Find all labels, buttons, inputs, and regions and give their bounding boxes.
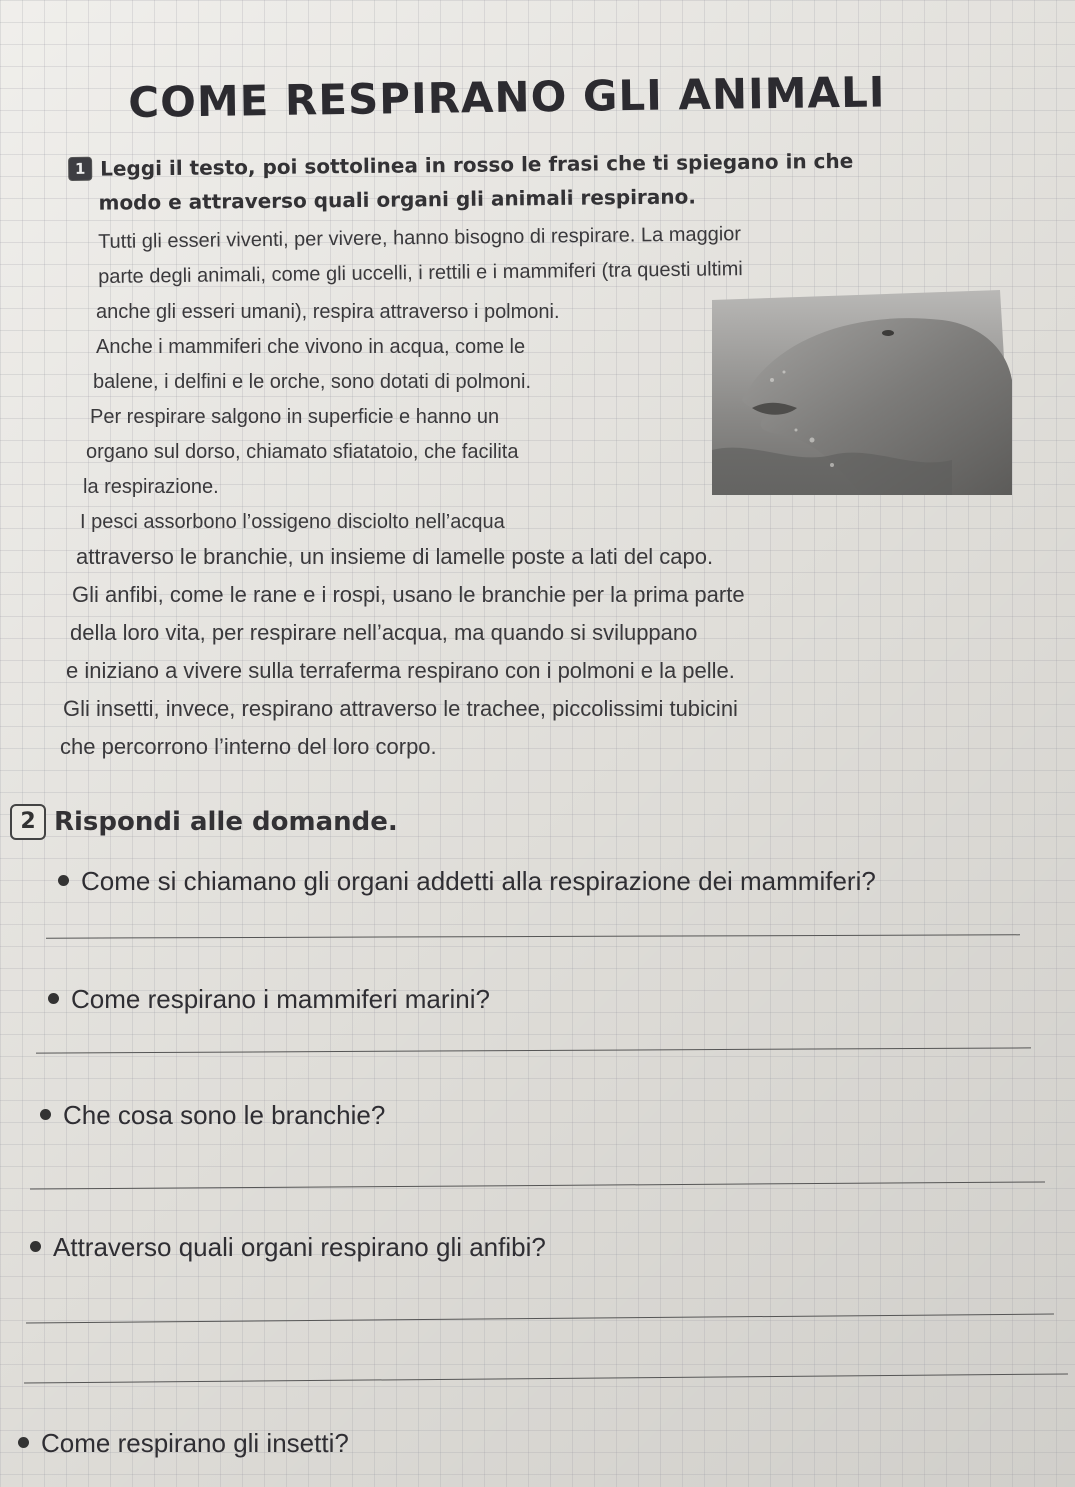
question-text: Come respirano gli insetti?	[41, 1428, 349, 1458]
exercise-2-instruction	[10, 804, 398, 840]
question-item	[58, 866, 876, 897]
text-line: Gli insetti, invece, respirano attraverso le trachee, piccolissimi tubicini	[63, 696, 738, 721]
text-line: parte degli animali, come gli uccelli, i rettili e i mammiferi (tra questi ultimi	[98, 258, 743, 288]
text-line: Gli anfibi, come le rane e i rospi, usano le branchie per la prima parte	[72, 582, 745, 607]
exercise-1-number: 1	[68, 157, 92, 181]
text-line: organo sul dorso, chiamato sfiatatoio, che facilita	[86, 441, 519, 463]
bullet-icon	[30, 1241, 41, 1252]
bullet-icon	[48, 993, 59, 1004]
question-text: Attraverso quali organi respirano gli anfibi?	[53, 1232, 546, 1262]
exercise-1-instruction-line-2: modo e attraverso quali organi gli animali respirano.	[98, 184, 697, 215]
bullet-icon	[40, 1109, 51, 1120]
text-line: I pesci assorbono l’ossigeno disciolto nell’acqua	[80, 511, 505, 533]
exercise-1-instruction	[68, 144, 854, 220]
text-line: Anche i mammiferi che vivono in acqua, come le	[96, 336, 526, 358]
bullet-icon	[58, 875, 69, 886]
question-item	[48, 984, 490, 1015]
text-line: balene, i delfini e le orche, sono dotati di polmoni.	[93, 371, 532, 393]
text-line: attraverso le branchie, un insieme di lamelle poste a lati del capo.	[76, 544, 714, 569]
question-item	[18, 1428, 349, 1459]
bullet-icon	[18, 1437, 29, 1448]
text-line: e iniziano a vivere sulla terraferma respirano con i polmoni e la pelle.	[66, 658, 735, 683]
answer-line[interactable]	[46, 934, 1020, 938]
page-title: COME RESPIRANO GLI ANIMALI	[128, 67, 886, 127]
answer-line[interactable]	[26, 1314, 1054, 1324]
question-item	[40, 1100, 385, 1131]
dolphin-illustration	[712, 290, 1012, 495]
answer-line[interactable]	[24, 1373, 1068, 1383]
exercise-2-instruction-text: Rispondi alle domande.	[54, 807, 398, 837]
text-line: Per respirare salgono in superficie e hanno un	[90, 406, 500, 428]
answer-line[interactable]	[30, 1181, 1045, 1189]
question-text: Come si chiamano gli organi addetti alla respirazione dei mammiferi?	[81, 866, 876, 896]
text-line: della loro vita, per respirare nell’acqua, ma quando si sviluppano	[70, 620, 698, 645]
exercise-2-number: 2	[10, 804, 46, 840]
text-line: anche gli esseri umani), respira attraverso i polmoni.	[96, 301, 560, 323]
question-text: Come respirano i mammiferi marini?	[71, 984, 490, 1014]
dolphin-photo	[712, 290, 1012, 495]
answer-line[interactable]	[36, 1047, 1031, 1053]
question-item	[30, 1232, 546, 1263]
text-line: che percorrono l’interno del loro corpo.	[60, 734, 437, 759]
question-text: Che cosa sono le branchie?	[63, 1100, 386, 1130]
exercise-1-instruction-line-1: Leggi il testo, poi sottolinea in rosso le frasi che ti spiegano in che	[100, 148, 854, 181]
text-line: la respirazione.	[83, 476, 219, 498]
text-line: Tutti gli esseri viventi, per vivere, hanno bisogno di respirare. La maggior	[98, 223, 742, 253]
